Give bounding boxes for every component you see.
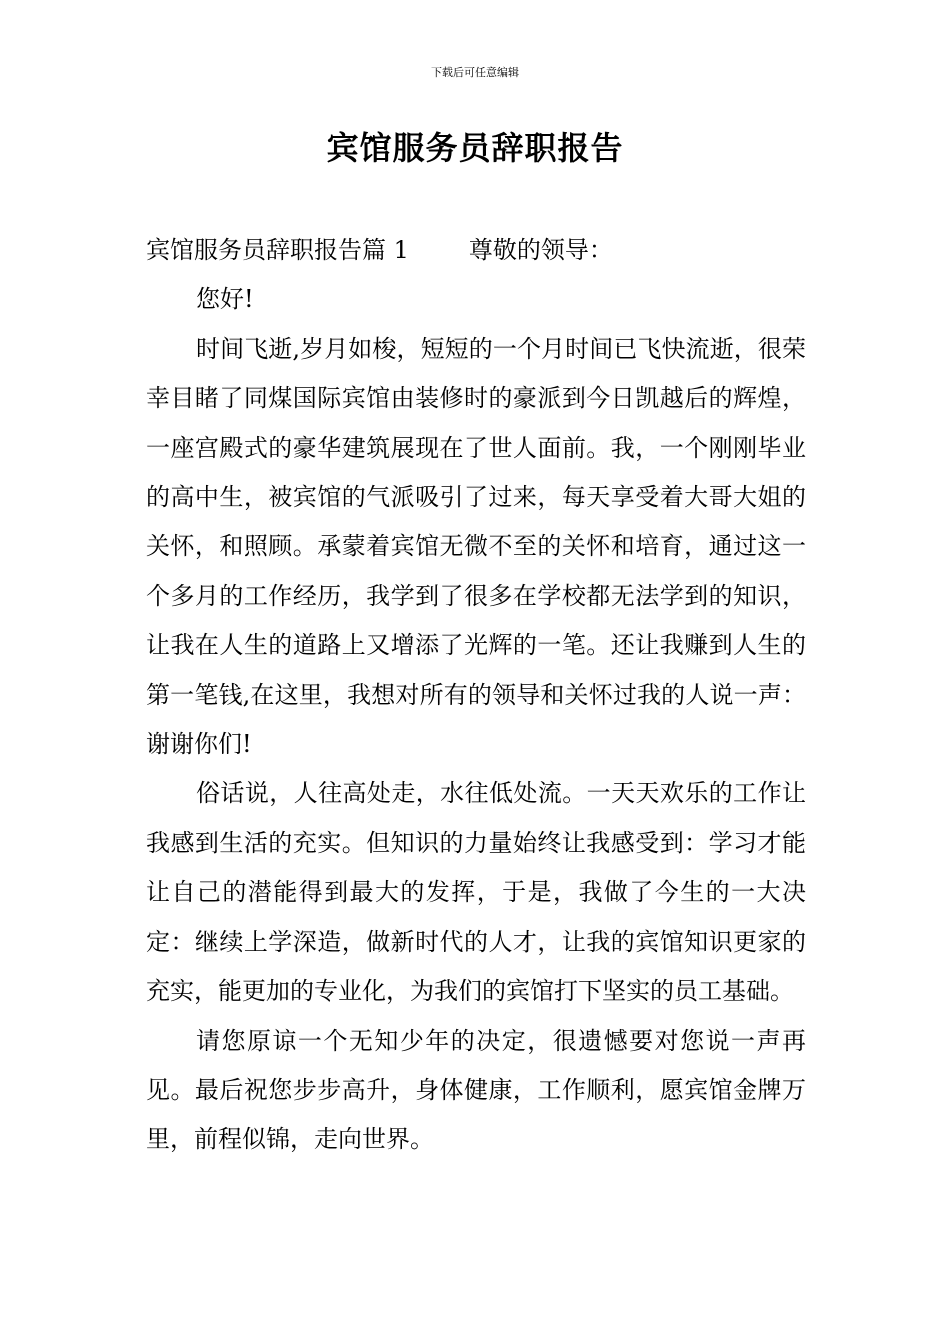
heading-line <box>146 226 806 275</box>
document-body <box>146 226 806 1165</box>
paragraph-2: 俗话说，人往高处走，水往低处流。一天天欢乐的工作让我感到生活的充实。但知识的力量始终让我感受到：学习才能让自己的潜能得到最大的发挥，于是，我做了今生的一大决定：继续上学深造，做新时代的人才，让我的宾馆知识更家的充实，能更加的专业化，为我们的宾馆打下坚实的员工基础。 <box>146 779 806 1006</box>
paragraph-3: 请您原谅一个无知少年的决定，很遗憾要对您说一声再见。最后祝您步步高升，身体健康，工作顺利，愿宾馆金牌万里，前程似锦，走向世界。 <box>146 1026 806 1154</box>
page-header-note: 下载后可任意编辑 <box>431 66 519 79</box>
salutation: 尊敬的领导： <box>468 236 613 264</box>
document-title: 宾馆服务员辞职报告 <box>326 129 624 167</box>
paragraph-1: 时间飞逝,岁月如梭，短短的一个月时间已飞快流逝，很荣幸目睹了同煤国际宾馆由装修时的豪派到今日凯越后的辉煌，一座宫殿式的豪华建筑展现在了世人面前。我，一个刚刚毕业的高中生，被宾馆的气派吸引了过来，每天享受着大哥大姐的关怀，和照顾。承蒙着宾馆无微不至的关怀和培育，通过这一个多月的工作经历，我学到了很多在学校都无法学到的知识，让我在人生的道路上又增添了光辉的一笔。还让我赚到人生的第一笔钱,在这里，我想对所有的领导和关怀过我的人说一声：谢谢你们! <box>146 334 806 759</box>
greeting: 您好! <box>196 285 254 314</box>
section-heading: 宾馆服务员辞职报告篇 1 <box>146 236 409 264</box>
